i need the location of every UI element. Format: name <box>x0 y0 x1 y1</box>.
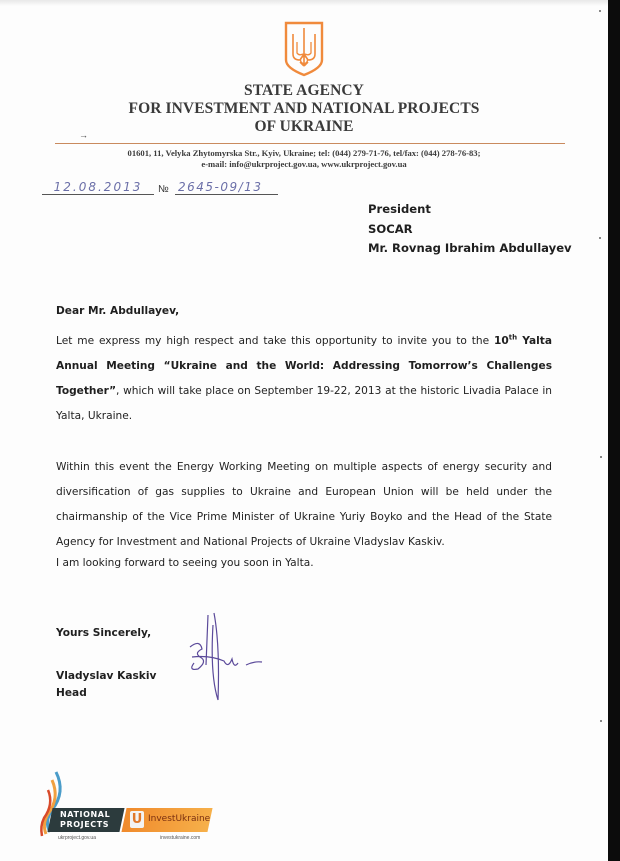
header-divider <box>55 143 565 144</box>
invest-ukraine-u-icon: U <box>131 812 143 827</box>
recipient-name: Mr. Rovnag Ibrahim Abdullayev <box>368 241 572 255</box>
event-title: Yalta Annual Meeting “Ukraine and the World: Addressing Tomorrow’s Challenges Together” <box>56 335 552 397</box>
salutation: Dear Mr. Abdullayev, <box>56 305 180 317</box>
national-projects-url: ukrproject.gov.ua <box>58 835 96 841</box>
signer-block <box>56 668 156 702</box>
national-projects-line1: NATIONAL <box>60 810 111 819</box>
closing-phrase: Yours Sincerely, <box>56 627 152 639</box>
edition-number: 10 <box>494 335 509 347</box>
agency-address: 01601, 11, Velyka Zhytomyrska Str., Kyiv, Ukraine; tel: (044) 279-71-76, tel/fax: (044) 278-76-83; <box>127 148 481 158</box>
agency-name-line1: STATE AGENCY <box>244 82 364 99</box>
scan-edge-band <box>608 0 620 861</box>
scan-speck <box>600 456 602 458</box>
recipient-block <box>368 200 572 259</box>
recipient-organization: SOCAR <box>368 221 413 236</box>
handwritten-signature <box>180 605 270 705</box>
footer-logos <box>30 770 210 850</box>
national-projects-logo <box>60 810 110 829</box>
trident-emblem-icon <box>283 20 325 77</box>
scan-shade <box>0 0 608 6</box>
scan-speck <box>600 720 602 722</box>
paragraph-invitation <box>56 329 552 429</box>
registration-date: 12.08.2013 <box>42 180 154 195</box>
edition-suffix: th <box>508 333 518 342</box>
recipient-title: President <box>368 202 431 216</box>
invest-ukraine-url: investukraine.com <box>160 835 201 841</box>
signer-name: Vladyslav Kaskiv <box>56 670 157 682</box>
paragraph-energy-meeting: Within this event the Energy Working Meeting on multiple aspects of energy security and diversification of gas supplies to Ukraine and European Union will be held under the chairmanship of the Vice Prime Minister of Ukraine Yuriy Boyko and the Head of the State Agency for Investment and National Projects of Ukraine Vladyslav Kaskiv. <box>56 461 552 548</box>
agency-name-line3: OF UKRAINE <box>254 118 354 135</box>
agency-contacts: e-mail: info@ukrproject.gov.ua, www.ukrproject.gov.ua <box>201 159 407 169</box>
registration-stamp <box>40 180 280 200</box>
invitation-text-end: , which will take place on September 19-22, 2013 at the historic Livadia Palace in Yalta, Ukraine. <box>56 385 552 422</box>
margin-mark: → <box>79 130 88 140</box>
scan-speck <box>599 237 601 239</box>
agency-name-line2: FOR INVESTMENT AND NATIONAL PROJECTS <box>128 100 480 117</box>
registration-number: 2645-09/13 <box>175 180 278 195</box>
national-projects-line2: PROJECTS <box>60 819 110 829</box>
paragraph-closing-remark: I am looking forward to seeing you soon in Yalta. <box>56 557 314 569</box>
invest-ukraine-logo: InvestUkraine <box>148 814 211 824</box>
scan-speck <box>599 10 601 12</box>
invitation-text-start: Let me express my high respect and take this opportunity to invite you to the <box>56 335 494 347</box>
registration-number-label: № <box>158 184 169 195</box>
signer-title: Head <box>56 687 87 699</box>
